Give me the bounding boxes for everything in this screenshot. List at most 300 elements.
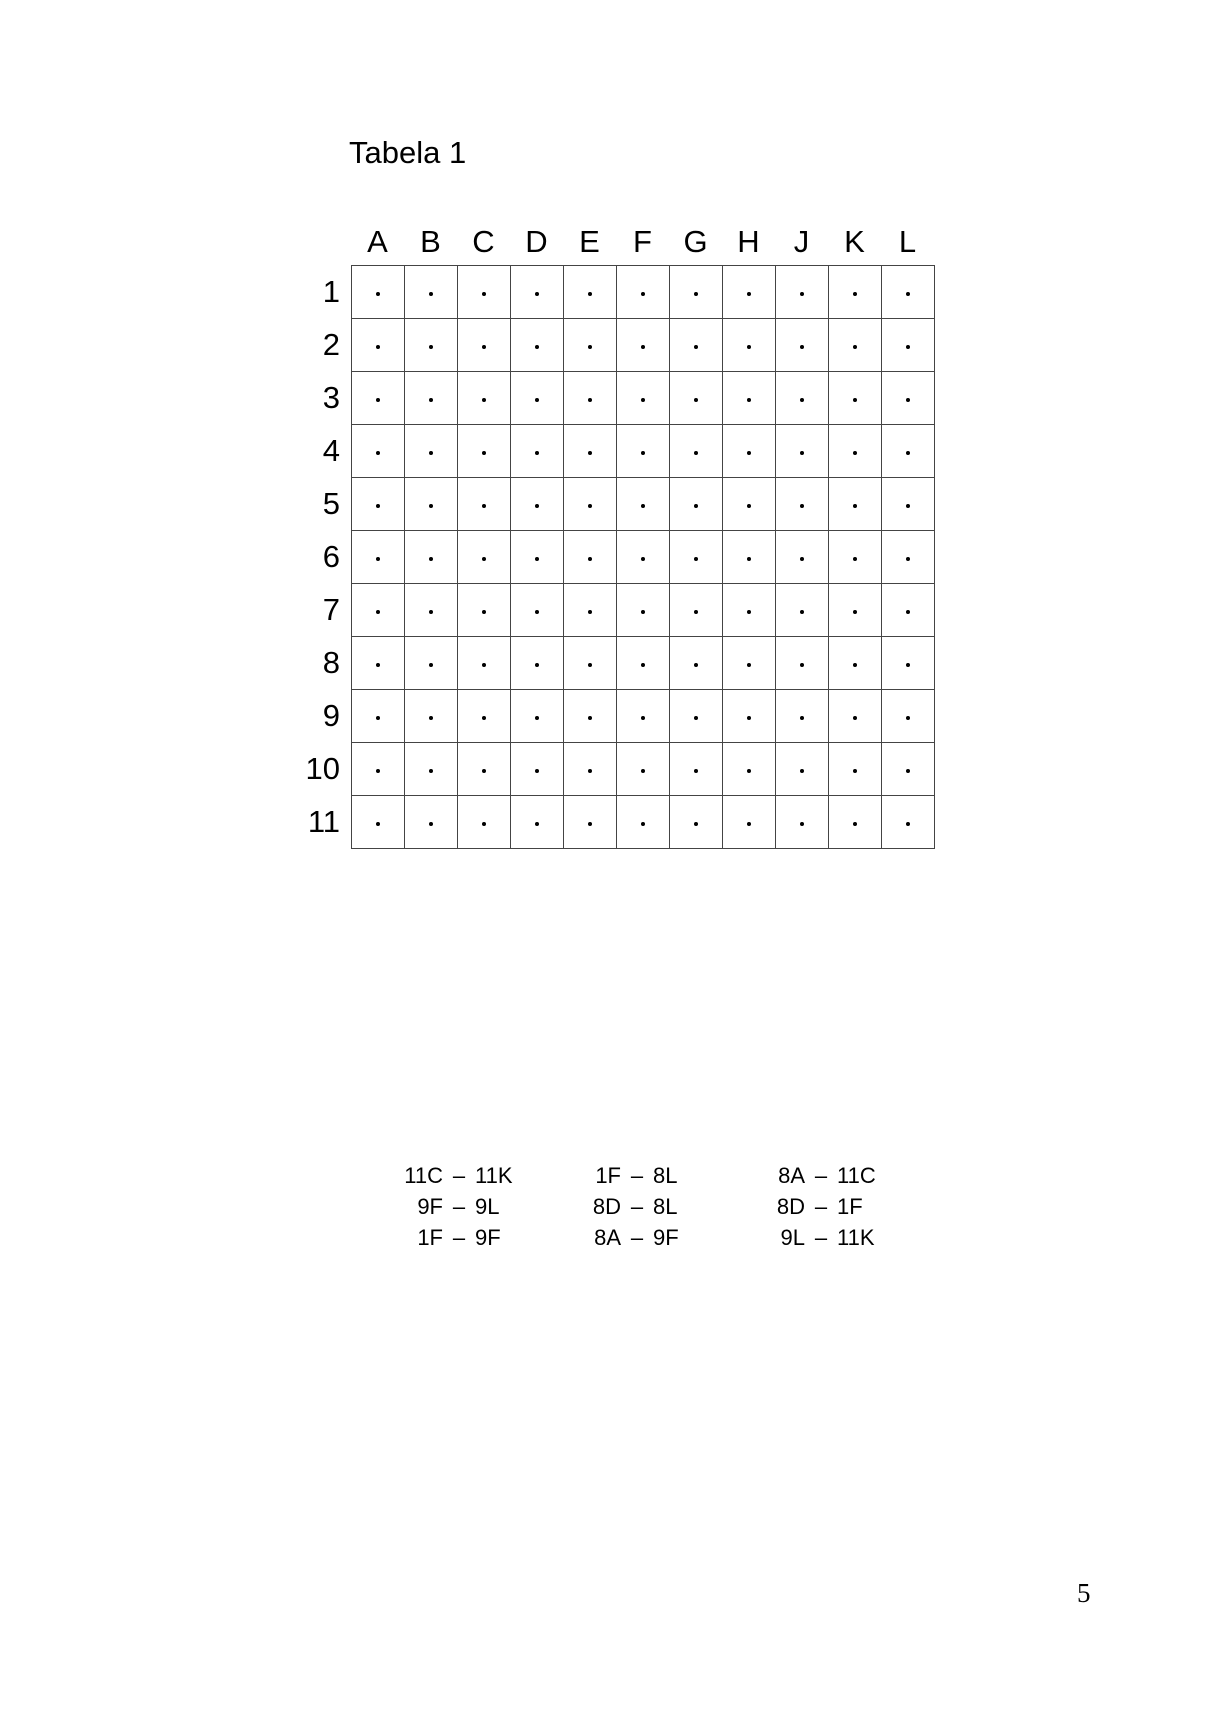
dot-icon [906,292,910,296]
grid-cell-8F [617,637,670,690]
grid-cell-10A [352,743,405,796]
row-header: 11 [307,804,340,839]
grid-cell-9J [776,690,829,743]
dot-icon [853,769,857,773]
connection-pair [565,1191,725,1222]
dot-icon [641,822,645,826]
grid-row [352,372,935,425]
grid-cell-10L [882,743,935,796]
grid-cell-2J [776,319,829,372]
dot-icon [482,663,486,667]
dot-icon [376,822,380,826]
dot-icon [535,557,539,561]
connection-pair [395,1160,565,1191]
grid-cell-9H [723,690,776,743]
grid-cell-5E [564,478,617,531]
connection-pair [725,1160,895,1191]
column-header: A [367,224,388,259]
column-header: D [525,224,548,259]
dot-icon [641,398,645,402]
connection-to: 8L [653,1194,678,1219]
dot-icon [853,822,857,826]
dot-icon [376,610,380,614]
dot-icon [535,398,539,402]
column-header: F [633,224,652,259]
connection-to: 1F [837,1194,863,1219]
dot-grid [351,265,935,849]
grid-cell-4C [458,425,511,478]
dot-icon [376,504,380,508]
dot-icon [906,557,910,561]
grid-cell-3C [458,372,511,425]
grid-cell-11E [564,796,617,849]
grid-cell-9F [617,690,670,743]
grid-cell-8C [458,637,511,690]
dot-icon [588,557,592,561]
connection-from: 8A [778,1163,805,1188]
grid-cell-10D [511,743,564,796]
grid-cell-11D [511,796,564,849]
dot-icon [853,663,857,667]
grid-cell-2F [617,319,670,372]
grid-row [352,319,935,372]
dot-icon [747,451,751,455]
row-headers [290,265,340,848]
grid-cell-9A [352,690,405,743]
connection-pair [395,1191,565,1222]
dot-icon [482,504,486,508]
dot-icon [535,769,539,773]
column-headers [351,222,934,262]
row-header: 8 [322,645,340,680]
dot-icon [429,398,433,402]
grid-cell-3B [405,372,458,425]
grid-row [352,531,935,584]
dot-icon [906,345,910,349]
column-header: E [579,224,600,259]
grid-row [352,796,935,849]
connection-pair [395,1222,565,1253]
grid-cell-5K [829,478,882,531]
grid-cell-9G [670,690,723,743]
dot-icon [800,557,804,561]
grid-cell-1H [723,266,776,319]
dot-icon [535,451,539,455]
dot-icon [482,451,486,455]
grid-cell-8K [829,637,882,690]
dot-icon [800,769,804,773]
grid-row [352,266,935,319]
dot-icon [376,345,380,349]
column-header: J [793,224,810,259]
dot-icon [694,769,698,773]
dot-icon [429,504,433,508]
dot-icon [747,769,751,773]
dot-icon [853,398,857,402]
grid-cell-6G [670,531,723,584]
connection-from: 9L [780,1225,805,1250]
row-header: 7 [322,592,340,627]
grid-cell-2G [670,319,723,372]
grid-row [352,637,935,690]
dot-icon [694,292,698,296]
grid-cell-11B [405,796,458,849]
dot-icon [694,451,698,455]
dot-icon [429,716,433,720]
grid-cell-7K [829,584,882,637]
grid-row [352,584,935,637]
grid-cell-9D [511,690,564,743]
column-header: L [898,224,917,259]
grid-cell-2E [564,319,617,372]
dot-icon [588,451,592,455]
connection-list [395,1160,895,1253]
grid-cell-3A [352,372,405,425]
dot-icon [482,822,486,826]
dash-separator: – [630,1225,644,1250]
dot-icon [800,504,804,508]
grid-cell-8L [882,637,935,690]
grid-cell-4E [564,425,617,478]
grid-cell-5D [511,478,564,531]
dot-icon [800,451,804,455]
dot-icon [535,292,539,296]
grid-cell-6L [882,531,935,584]
grid-cell-2C [458,319,511,372]
grid-cell-10J [776,743,829,796]
grid-cell-8D [511,637,564,690]
grid-cell-4F [617,425,670,478]
dot-icon [800,292,804,296]
dot-icon [694,398,698,402]
dash-separator: – [452,1225,466,1250]
grid-cell-6B [405,531,458,584]
dot-icon [747,610,751,614]
grid-cell-7G [670,584,723,637]
dot-icon [853,557,857,561]
dot-icon [588,769,592,773]
grid-cell-9L [882,690,935,743]
connection-pair [725,1222,895,1253]
dot-icon [535,716,539,720]
grid-cell-8A [352,637,405,690]
connection-column [565,1160,725,1253]
dot-icon [641,557,645,561]
dot-icon [588,663,592,667]
dot-icon [535,504,539,508]
grid-cell-5B [405,478,458,531]
dot-icon [376,398,380,402]
dot-icon [429,557,433,561]
grid-row [352,425,935,478]
connection-pair [725,1191,895,1222]
grid-cell-2H [723,319,776,372]
grid-cell-6A [352,531,405,584]
grid-cell-2B [405,319,458,372]
dot-icon [694,345,698,349]
dot-icon [800,398,804,402]
dot-icon [641,769,645,773]
connection-from: 11C [404,1163,443,1188]
dot-icon [482,345,486,349]
connection-column [725,1160,895,1253]
dash-separator: – [452,1163,466,1188]
connection-from: 8D [592,1194,621,1219]
dot-icon [376,292,380,296]
dash-separator: – [814,1163,828,1188]
connection-to: 9L [475,1194,500,1219]
grid-cell-6D [511,531,564,584]
dot-icon [747,345,751,349]
grid-cell-3H [723,372,776,425]
row-header: 9 [322,698,340,733]
dot-icon [853,716,857,720]
dot-icon [906,663,910,667]
grid-cell-2A [352,319,405,372]
dot-icon [747,663,751,667]
column-header: C [472,224,495,259]
dot-icon [800,610,804,614]
dot-icon [800,345,804,349]
column-header: G [683,224,708,259]
row-header: 4 [322,433,340,468]
connection-to: 11K [837,1225,875,1250]
grid-cell-6K [829,531,882,584]
grid-cell-1D [511,266,564,319]
dot-icon [641,610,645,614]
dot-icon [694,610,698,614]
grid-row [352,743,935,796]
grid-cell-4K [829,425,882,478]
grid-cell-4G [670,425,723,478]
column-header: K [844,224,865,259]
dot-icon [429,822,433,826]
dot-icon [853,504,857,508]
dot-icon [376,557,380,561]
dot-icon [482,292,486,296]
dot-icon [376,451,380,455]
dot-icon [588,292,592,296]
grid-cell-4A [352,425,405,478]
grid-cell-10C [458,743,511,796]
connection-to: 11C [837,1163,876,1188]
grid-cell-7A [352,584,405,637]
grid-cell-3F [617,372,670,425]
dot-icon [853,451,857,455]
dot-icon [853,292,857,296]
dot-icon [376,663,380,667]
grid-row [352,478,935,531]
dot-icon [800,663,804,667]
grid-cell-7C [458,584,511,637]
grid-cell-11J [776,796,829,849]
grid-cell-3G [670,372,723,425]
dot-icon [429,345,433,349]
grid-cell-1J [776,266,829,319]
dot-icon [906,398,910,402]
dot-icon [376,716,380,720]
dot-icon [694,557,698,561]
grid-cell-7H [723,584,776,637]
dot-icon [694,716,698,720]
grid-cell-1F [617,266,670,319]
dot-icon [694,663,698,667]
dot-icon [694,822,698,826]
grid-cell-10G [670,743,723,796]
dot-icon [482,769,486,773]
grid-cell-8E [564,637,617,690]
connection-column [395,1160,565,1253]
grid-cell-9K [829,690,882,743]
grid-cell-6C [458,531,511,584]
dot-icon [588,345,592,349]
connection-from: 1F [417,1225,443,1250]
grid-cell-4H [723,425,776,478]
grid-cell-6J [776,531,829,584]
row-header: 3 [322,380,340,415]
dot-icon [747,557,751,561]
row-header: 10 [305,751,340,786]
dot-icon [482,398,486,402]
grid-cell-6E [564,531,617,584]
dot-icon [429,769,433,773]
grid-cell-1K [829,266,882,319]
dot-icon [641,504,645,508]
connection-from: 8D [776,1194,805,1219]
dash-separator: – [630,1194,644,1219]
dot-icon [429,451,433,455]
dot-icon [800,822,804,826]
grid-cell-1E [564,266,617,319]
row-header: 2 [322,327,340,362]
dot-icon [906,504,910,508]
grid-cell-1B [405,266,458,319]
grid-row [352,690,935,743]
dot-icon [429,610,433,614]
grid-cell-4B [405,425,458,478]
grid-cell-8B [405,637,458,690]
grid-cell-6F [617,531,670,584]
dot-icon [853,345,857,349]
grid-cell-9C [458,690,511,743]
dot-icon [482,610,486,614]
grid-cell-11A [352,796,405,849]
grid-cell-3E [564,372,617,425]
dot-icon [906,822,910,826]
dot-icon [429,663,433,667]
dot-icon [588,398,592,402]
connection-from: 8A [594,1225,621,1250]
dot-icon [694,504,698,508]
grid-cell-5F [617,478,670,531]
dot-icon [747,716,751,720]
dot-icon [588,610,592,614]
connection-pair [565,1160,725,1191]
grid-cell-11F [617,796,670,849]
connection-pair [565,1222,725,1253]
dot-icon [906,769,910,773]
connection-from: 1F [595,1163,621,1188]
grid-cell-5H [723,478,776,531]
dot-icon [588,716,592,720]
grid-cell-11C [458,796,511,849]
dot-icon [800,716,804,720]
grid-cell-5C [458,478,511,531]
dot-icon [747,398,751,402]
grid-cell-1G [670,266,723,319]
dot-icon [429,292,433,296]
dot-icon [747,822,751,826]
column-header: B [420,224,441,259]
grid-cell-9B [405,690,458,743]
column-header: H [737,224,760,259]
grid-cell-5L [882,478,935,531]
dot-icon [535,610,539,614]
grid-cell-5A [352,478,405,531]
page-number: 5 [1077,1578,1091,1608]
grid-cell-7B [405,584,458,637]
grid-cell-10B [405,743,458,796]
grid-cell-9E [564,690,617,743]
dot-icon [853,610,857,614]
grid-cell-1L [882,266,935,319]
dot-icon [588,822,592,826]
dot-icon [641,451,645,455]
grid-cell-4L [882,425,935,478]
dot-icon [747,292,751,296]
row-header: 5 [322,486,340,521]
dot-icon [482,557,486,561]
dot-icon [588,504,592,508]
connection-from: 9F [417,1194,443,1219]
table-title: Tabela 1 [349,135,467,170]
grid-cell-7J [776,584,829,637]
grid-cell-1A [352,266,405,319]
grid-cell-2D [511,319,564,372]
grid-cell-4D [511,425,564,478]
grid-cell-11K [829,796,882,849]
dash-separator: – [814,1225,828,1250]
grid-cell-11H [723,796,776,849]
grid-cell-7F [617,584,670,637]
dot-icon [906,451,910,455]
grid-cell-7D [511,584,564,637]
connection-to: 11K [475,1163,513,1188]
row-header: 1 [322,274,340,309]
grid-cell-4J [776,425,829,478]
grid-cell-7E [564,584,617,637]
dot-icon [535,345,539,349]
dash-separator: – [630,1163,644,1188]
grid-cell-11G [670,796,723,849]
grid-cell-8J [776,637,829,690]
grid-cell-6H [723,531,776,584]
grid-cell-5G [670,478,723,531]
grid-cell-1C [458,266,511,319]
dot-icon [376,769,380,773]
grid-cell-3L [882,372,935,425]
grid-cell-10E [564,743,617,796]
grid-cell-8G [670,637,723,690]
connection-to: 8L [653,1163,678,1188]
connection-to: 9F [653,1225,679,1250]
dot-icon [641,716,645,720]
dash-separator: – [814,1194,828,1219]
grid-cell-11L [882,796,935,849]
grid-cell-10H [723,743,776,796]
grid-cell-5J [776,478,829,531]
dot-icon [482,716,486,720]
